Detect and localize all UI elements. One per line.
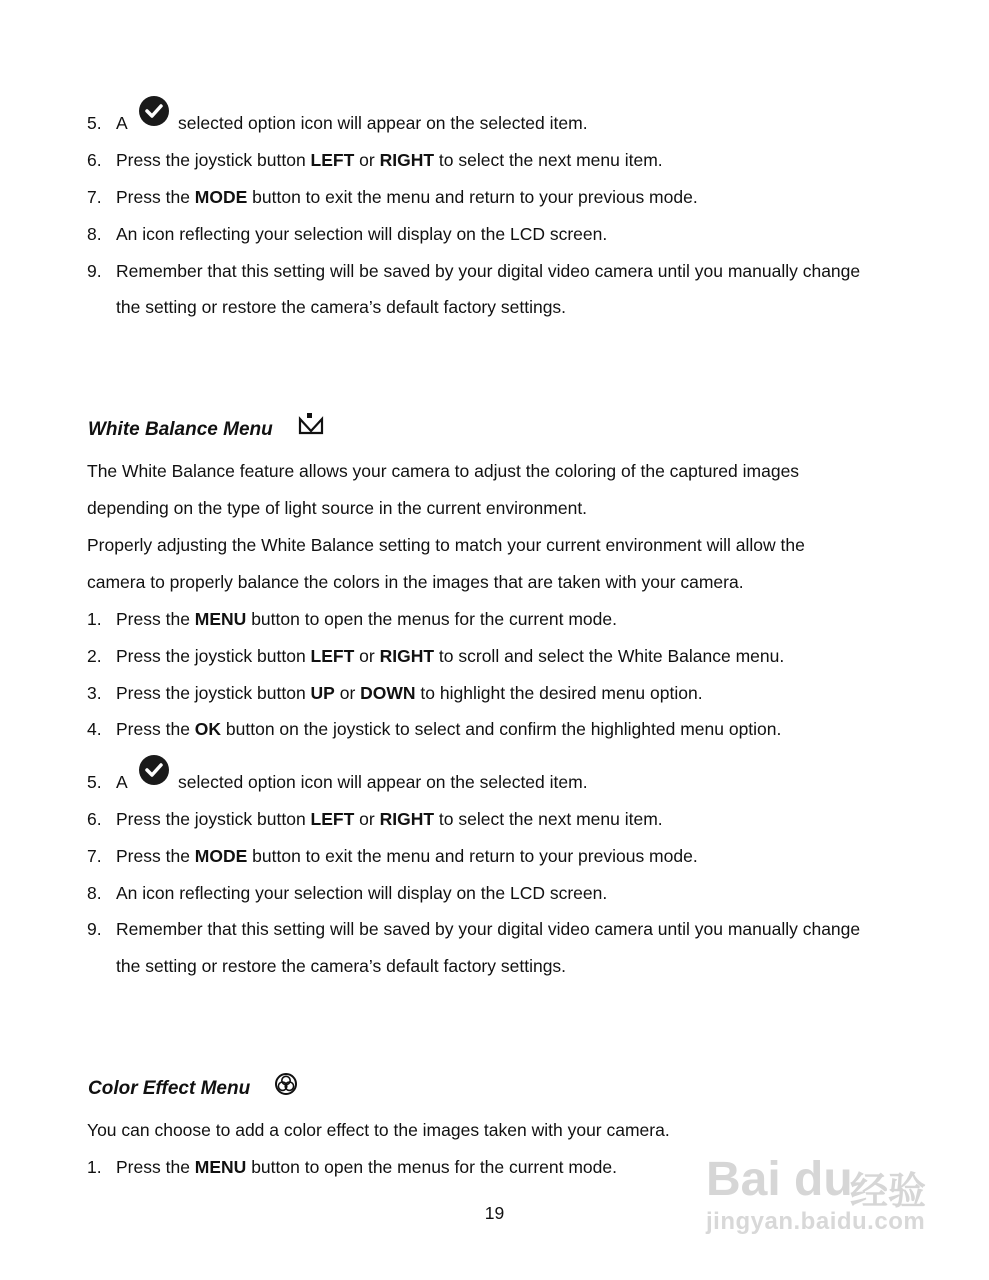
section-heading: Color Effect Menu — [88, 1078, 251, 1099]
list-item-text: Remember that this setting will be saved by your digital video camera until you manually change — [116, 919, 861, 939]
list-number: 8. — [87, 224, 102, 244]
paragraph-line: Properly adjusting the White Balance setting to match your current environment will allow the — [87, 535, 805, 555]
list-number: 2. — [87, 646, 102, 666]
list-item-text: Press the OK button on the joystick to select and confirm the highlighted menu option. — [116, 719, 782, 739]
paragraph-line: The White Balance feature allows your camera to adjust the coloring of the captured images — [87, 461, 800, 481]
list-number: 6. — [87, 150, 102, 170]
color-effect-icon — [274, 1072, 298, 1101]
checkmark-icon — [139, 755, 169, 785]
white-balance-icon — [298, 413, 324, 440]
paragraph-line: You can choose to add a color effect to the images taken with your camera. — [87, 1120, 670, 1140]
checkmark-icon — [139, 96, 169, 126]
watermark-url: jingyan.baidu.com — [706, 1208, 926, 1235]
list-number: 3. — [87, 683, 102, 703]
list-item-text: Press the joystick button LEFT or RIGHT to scroll and select the White Balance menu. — [116, 646, 785, 666]
page-number: 19 — [484, 1203, 505, 1223]
list-item-prefix: A — [116, 772, 128, 792]
list-item-text: Remember that this setting will be saved by your digital video camera until you manually change — [116, 261, 861, 281]
list-item-text: selected option icon will appear on the selected item. — [178, 772, 588, 792]
list-number: 5. — [87, 113, 102, 133]
list-number: 5. — [87, 772, 102, 792]
paragraph-line: depending on the type of light source in the current environment. — [87, 498, 588, 518]
watermark-logo: Bai du — [706, 1153, 853, 1206]
list-item-text: Press the MODE button to exit the menu and return to your previous mode. — [116, 187, 698, 207]
list-number: 9. — [87, 261, 102, 281]
list-item-text: Press the MENU button to open the menus for the current mode. — [116, 1157, 617, 1177]
section-heading: White Balance Menu — [88, 419, 273, 440]
paragraph-line: camera to properly balance the colors in the images that are taken with your camera. — [87, 572, 744, 592]
list-item-prefix: A — [116, 113, 128, 133]
list-number: 9. — [87, 919, 102, 939]
list-item-text: Press the MENU button to open the menus for the current mode. — [116, 609, 617, 629]
list-item-text: An icon reflecting your selection will display on the LCD screen. — [116, 224, 608, 244]
list-item-text: Press the joystick button UP or DOWN to highlight the desired menu option. — [116, 683, 703, 703]
list-number: 7. — [87, 846, 102, 866]
list-item-text: the setting or restore the camera’s default factory settings. — [116, 297, 567, 317]
list-item-text: selected option icon will appear on the selected item. — [178, 113, 588, 133]
watermark-cn-text: 经验 — [850, 1169, 927, 1213]
list-item-text: Press the joystick button LEFT or RIGHT to select the next menu item. — [116, 150, 663, 170]
list-number: 4. — [87, 719, 102, 739]
list-number: 8. — [87, 883, 102, 903]
list-item-text: An icon reflecting your selection will display on the LCD screen. — [116, 883, 608, 903]
list-item-text: Press the joystick button LEFT or RIGHT to select the next menu item. — [116, 809, 663, 829]
list-number: 1. — [87, 1157, 102, 1177]
list-number: 6. — [87, 809, 102, 829]
list-number: 1. — [87, 609, 102, 629]
list-number: 7. — [87, 187, 102, 207]
list-item-text: Press the MODE button to exit the menu and return to your previous mode. — [116, 846, 698, 866]
list-item-text: the setting or restore the camera’s default factory settings. — [116, 956, 567, 976]
